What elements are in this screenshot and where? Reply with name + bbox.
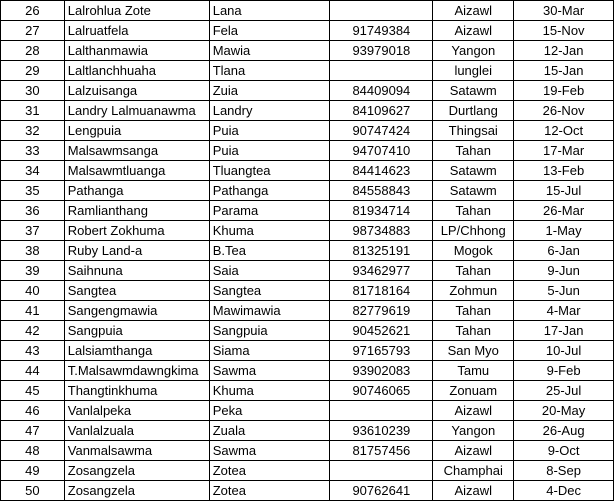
row-number-cell[interactable]: 46 [1, 401, 65, 421]
table-row [1, 241, 614, 261]
table-row [1, 421, 614, 441]
phone-cell[interactable]: 90746065 [330, 381, 433, 401]
place-cell[interactable]: Tahan [433, 141, 514, 161]
full-name-cell[interactable]: Laltlanchhuaha [64, 61, 209, 81]
short-name-cell[interactable]: Zuala [209, 421, 330, 441]
date-cell[interactable]: 15-Jul [514, 181, 614, 201]
short-name-cell[interactable]: Sangpuia [209, 321, 330, 341]
full-name-cell[interactable]: Pathanga [64, 181, 209, 201]
date-cell[interactable]: 13-Feb [514, 161, 614, 181]
row-number-cell[interactable]: 31 [1, 101, 65, 121]
table-row [1, 341, 614, 361]
table-row [1, 381, 614, 401]
date-cell[interactable]: 4-Mar [514, 301, 614, 321]
table-row [1, 61, 614, 81]
phone-cell[interactable]: 93979018 [330, 41, 433, 61]
phone-cell[interactable]: 90747424 [330, 121, 433, 141]
short-name-cell[interactable]: Tlana [209, 61, 330, 81]
place-cell[interactable]: Aizawl [433, 441, 514, 461]
row-number-cell[interactable]: 39 [1, 261, 65, 281]
place-cell[interactable]: Zonuam [433, 381, 514, 401]
phone-cell[interactable] [330, 61, 433, 81]
place-cell[interactable]: San Myo [433, 341, 514, 361]
date-cell[interactable]: 15-Nov [514, 21, 614, 41]
row-number-cell[interactable]: 30 [1, 81, 65, 101]
date-cell[interactable]: 12-Jan [514, 41, 614, 61]
date-cell[interactable]: 20-May [514, 401, 614, 421]
phone-cell[interactable]: 82779619 [330, 301, 433, 321]
table-row [1, 481, 614, 501]
short-name-cell[interactable]: Khuma [209, 221, 330, 241]
short-name-cell[interactable]: Mawia [209, 41, 330, 61]
date-cell[interactable]: 26-Mar [514, 201, 614, 221]
date-cell[interactable]: 25-Jul [514, 381, 614, 401]
short-name-cell[interactable]: Mawimawia [209, 301, 330, 321]
row-number-cell[interactable]: 50 [1, 481, 65, 501]
phone-cell[interactable]: 81718164 [330, 281, 433, 301]
table-row [1, 361, 614, 381]
full-name-cell[interactable]: Lalzuisanga [64, 81, 209, 101]
short-name-cell[interactable]: Sawma [209, 441, 330, 461]
short-name-cell[interactable]: Zuia [209, 81, 330, 101]
spreadsheet-body [1, 1, 614, 501]
phone-cell[interactable]: 81325191 [330, 241, 433, 261]
full-name-cell[interactable]: Ramlianthang [64, 201, 209, 221]
table-row [1, 141, 614, 161]
full-name-cell[interactable]: Ruby Land-a [64, 241, 209, 261]
short-name-cell[interactable]: Peka [209, 401, 330, 421]
phone-cell[interactable] [330, 461, 433, 481]
row-number-cell[interactable]: 48 [1, 441, 65, 461]
short-name-cell[interactable]: Lana [209, 1, 330, 21]
full-name-cell[interactable]: Vanmalsawma [64, 441, 209, 461]
place-cell[interactable]: Satawm [433, 181, 514, 201]
row-number-cell[interactable]: 38 [1, 241, 65, 261]
place-cell[interactable]: Tahan [433, 261, 514, 281]
place-cell[interactable]: Tahan [433, 201, 514, 221]
phone-cell[interactable]: 81934714 [330, 201, 433, 221]
place-cell[interactable]: Mogok [433, 241, 514, 261]
table-row [1, 221, 614, 241]
place-cell[interactable]: Champhai [433, 461, 514, 481]
place-cell[interactable]: Aizawl [433, 21, 514, 41]
short-name-cell[interactable]: Landry [209, 101, 330, 121]
date-cell[interactable]: 26-Nov [514, 101, 614, 121]
phone-cell[interactable]: 84109627 [330, 101, 433, 121]
place-cell[interactable]: Aizawl [433, 401, 514, 421]
full-name-cell[interactable]: Sangengmawia [64, 301, 209, 321]
full-name-cell[interactable]: Thangtinkhuma [64, 381, 209, 401]
full-name-cell[interactable]: Robert Zokhuma [64, 221, 209, 241]
row-number-cell[interactable]: 33 [1, 141, 65, 161]
full-name-cell[interactable]: T.Malsawmdawngkima [64, 361, 209, 381]
phone-cell[interactable]: 84409094 [330, 81, 433, 101]
table-row [1, 101, 614, 121]
place-cell[interactable]: Yangon [433, 421, 514, 441]
row-number-cell[interactable]: 45 [1, 381, 65, 401]
date-cell[interactable]: 6-Jan [514, 241, 614, 261]
phone-cell[interactable]: 93462977 [330, 261, 433, 281]
short-name-cell[interactable]: Sawma [209, 361, 330, 381]
short-name-cell[interactable]: B.Tea [209, 241, 330, 261]
short-name-cell[interactable]: Siama [209, 341, 330, 361]
table-row [1, 1, 614, 21]
full-name-cell[interactable]: Zosangzela [64, 481, 209, 501]
phone-cell[interactable]: 94707410 [330, 141, 433, 161]
table-row [1, 201, 614, 221]
short-name-cell[interactable]: Zotea [209, 461, 330, 481]
place-cell[interactable]: Yangon [433, 41, 514, 61]
place-cell[interactable]: Tahan [433, 321, 514, 341]
row-number-cell[interactable]: 35 [1, 181, 65, 201]
phone-cell[interactable]: 97165793 [330, 341, 433, 361]
date-cell[interactable]: 9-Jun [514, 261, 614, 281]
short-name-cell[interactable]: Fela [209, 21, 330, 41]
place-cell[interactable]: Satawm [433, 161, 514, 181]
full-name-cell[interactable]: Lalthanmawia [64, 41, 209, 61]
table-row [1, 121, 614, 141]
full-name-cell[interactable]: Landry Lalmuanawma [64, 101, 209, 121]
short-name-cell[interactable]: Pathanga [209, 181, 330, 201]
table-row [1, 261, 614, 281]
row-number-cell[interactable]: 27 [1, 21, 65, 41]
date-cell[interactable]: 12-Oct [514, 121, 614, 141]
short-name-cell[interactable]: Tluangtea [209, 161, 330, 181]
phone-cell[interactable]: 90762641 [330, 481, 433, 501]
date-cell[interactable]: 26-Aug [514, 421, 614, 441]
table-row [1, 461, 614, 481]
place-cell[interactable]: Durtlang [433, 101, 514, 121]
row-number-cell[interactable]: 44 [1, 361, 65, 381]
date-cell[interactable]: 17-Mar [514, 141, 614, 161]
short-name-cell[interactable]: Khuma [209, 381, 330, 401]
row-number-cell[interactable]: 36 [1, 201, 65, 221]
place-cell[interactable]: Aizawl [433, 481, 514, 501]
row-number-cell[interactable]: 41 [1, 301, 65, 321]
table-row [1, 181, 614, 201]
table-row [1, 281, 614, 301]
table-row [1, 21, 614, 41]
full-name-cell[interactable]: Malsawmsanga [64, 141, 209, 161]
row-number-cell[interactable]: 37 [1, 221, 65, 241]
row-number-cell[interactable]: 28 [1, 41, 65, 61]
short-name-cell[interactable]: Zotea [209, 481, 330, 501]
row-number-cell[interactable]: 29 [1, 61, 65, 81]
full-name-cell[interactable]: Sangtea [64, 281, 209, 301]
phone-cell[interactable]: 93610239 [330, 421, 433, 441]
date-cell[interactable]: 19-Feb [514, 81, 614, 101]
phone-cell[interactable]: 90452621 [330, 321, 433, 341]
place-cell[interactable]: lunglei [433, 61, 514, 81]
date-cell[interactable]: 9-Feb [514, 361, 614, 381]
full-name-cell[interactable]: Vanlalpeka [64, 401, 209, 421]
full-name-cell[interactable]: Sangpuia [64, 321, 209, 341]
row-number-cell[interactable]: 32 [1, 121, 65, 141]
table-row [1, 441, 614, 461]
date-cell[interactable]: 8-Sep [514, 461, 614, 481]
row-number-cell[interactable]: 40 [1, 281, 65, 301]
row-number-cell[interactable]: 49 [1, 461, 65, 481]
table-row [1, 81, 614, 101]
date-cell[interactable]: 30-Mar [514, 1, 614, 21]
full-name-cell[interactable]: Lengpuia [64, 121, 209, 141]
place-cell[interactable]: LP/Chhong [433, 221, 514, 241]
phone-cell[interactable]: 98734883 [330, 221, 433, 241]
place-cell[interactable]: Thingsai [433, 121, 514, 141]
short-name-cell[interactable]: Puia [209, 121, 330, 141]
short-name-cell[interactable]: Puia [209, 141, 330, 161]
short-name-cell[interactable]: Sangtea [209, 281, 330, 301]
full-name-cell[interactable]: Malsawmtluanga [64, 161, 209, 181]
full-name-cell[interactable]: Zosangzela [64, 461, 209, 481]
place-cell[interactable]: Aizawl [433, 1, 514, 21]
date-cell[interactable]: 4-Dec [514, 481, 614, 501]
place-cell[interactable]: Tahan [433, 301, 514, 321]
full-name-cell[interactable]: Vanlalzuala [64, 421, 209, 441]
table-row [1, 301, 614, 321]
table-row [1, 161, 614, 181]
full-name-cell[interactable]: Lalrohlua Zote [64, 1, 209, 21]
date-cell[interactable]: 10-Jul [514, 341, 614, 361]
date-cell[interactable]: 5-Jun [514, 281, 614, 301]
phone-cell[interactable]: 81757456 [330, 441, 433, 461]
table-row [1, 41, 614, 61]
place-cell[interactable]: Satawm [433, 81, 514, 101]
full-name-cell[interactable]: Lalruatfela [64, 21, 209, 41]
full-name-cell[interactable]: Lalsiamthanga [64, 341, 209, 361]
short-name-cell[interactable]: Saia [209, 261, 330, 281]
place-cell[interactable]: Zohmun [433, 281, 514, 301]
table-row [1, 401, 614, 421]
date-cell[interactable]: 9-Oct [514, 441, 614, 461]
date-cell[interactable]: 15-Jan [514, 61, 614, 81]
date-cell[interactable]: 17-Jan [514, 321, 614, 341]
row-number-cell[interactable]: 26 [1, 1, 65, 21]
phone-cell[interactable] [330, 1, 433, 21]
row-number-cell[interactable]: 42 [1, 321, 65, 341]
row-number-cell[interactable]: 43 [1, 341, 65, 361]
date-cell[interactable]: 1-May [514, 221, 614, 241]
short-name-cell[interactable]: Parama [209, 201, 330, 221]
row-number-cell[interactable]: 34 [1, 161, 65, 181]
table-row [1, 321, 614, 341]
phone-cell[interactable]: 91749384 [330, 21, 433, 41]
row-number-cell[interactable]: 47 [1, 421, 65, 441]
phone-cell[interactable] [330, 401, 433, 421]
place-cell[interactable]: Tamu [433, 361, 514, 381]
phone-cell[interactable]: 93902083 [330, 361, 433, 381]
full-name-cell[interactable]: Saihnuna [64, 261, 209, 281]
phone-cell[interactable]: 84558843 [330, 181, 433, 201]
phone-cell[interactable]: 84414623 [330, 161, 433, 181]
